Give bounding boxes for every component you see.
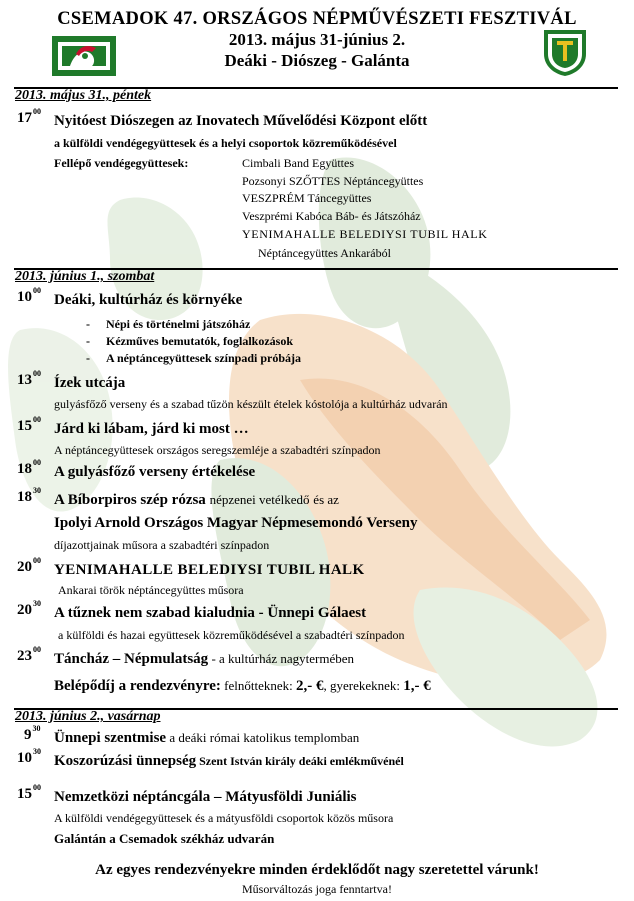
event-title-dance-house: Táncház – Népmulatság - a kultúrház nagytermében <box>54 651 355 667</box>
event-title-turkish-ensemble: YENIMAHALLE BELEDIYSI TUBIL HALK <box>54 562 365 578</box>
guest-performers-label: Fellépő vendégegyüttesek: <box>54 156 189 170</box>
event-subtitle: gulyásfőző verseny és a szabad tűzön készült ételek kóstolója a kultúrház udvarán <box>54 397 448 411</box>
event-time: $10^{00}$ <box>17 286 41 305</box>
event-time: $9^{30}$ <box>24 724 41 743</box>
event-title-gala-evening: A tűznek nem szabad kialudnia - Ünnepi Gálaest <box>54 605 367 621</box>
bullet-item: - A néptáncegyüttesek színpadi próbája <box>86 351 302 365</box>
day-heading-june-1 <box>14 268 618 288</box>
event-title-folk-dance-gala: Nemzetközi néptáncgála – Mátyusföldi Juniális <box>54 789 357 805</box>
program-change-note: Műsorváltozás joga fenntartva! <box>242 882 392 896</box>
day-heading-june-2 <box>14 708 618 728</box>
event-title-holy-mass: Ünnepi szentmise a deáki római katolikus templomban <box>54 730 360 746</box>
performer-item: Veszprémi Kabóca Báb- és Játszóház <box>242 209 421 223</box>
event-title-opening-evening: Nyitóest Diószegen az Inovatech Művelődési Központ előtt <box>54 113 428 129</box>
event-subtitle: A külföldi vendégegyüttesek és a mátyusföldi csoportok közös műsora <box>54 811 394 825</box>
performer-item: Pozsonyi SZŐTTES Néptáncegyüttes <box>242 174 424 188</box>
performer-item: Cimbali Band Együttes <box>242 156 354 170</box>
performer-item: VESZPRÉM Táncegyüttes <box>242 191 372 205</box>
csemadok-logo <box>52 34 116 78</box>
event-location: Galántán a Csemadok székház udvarán <box>54 831 275 846</box>
event-time: $20^{30}$ <box>17 599 41 618</box>
bullet-item: - Kézműves bemutatók, foglalkozások <box>86 334 293 348</box>
event-time: $10^{30}$ <box>17 747 41 766</box>
event-time: $20^{00}$ <box>17 556 41 575</box>
event-title-goulash-results: A gulyásfőző verseny értékelése <box>54 464 256 480</box>
event-subtitle: díjazottjainak műsora a szabadtéri színpadon <box>54 538 270 552</box>
event-title-flavour-street: Ízek utcája <box>54 375 126 391</box>
day-heading-text: 2013. május 31., péntek <box>15 88 152 103</box>
event-title-deaki-culture-house: Deáki, kultúrház és környéke <box>54 292 243 308</box>
town-coat-of-arms-logo <box>540 26 590 78</box>
bullet-item: - Népi és történelmi játszóház <box>86 317 251 331</box>
event-subtitle: A néptáncegyüttesek országos seregszemléje a szabadtéri színpadon <box>54 443 381 457</box>
day-heading-text: 2013. június 1., szombat <box>15 269 155 284</box>
festival-places: Deáki - Diószeg - Galánta <box>224 51 410 70</box>
event-subtitle: a külföldi vendégegyüttesek és a helyi csoportok közreműködésével <box>54 136 397 150</box>
event-time: $17^{00}$ <box>17 107 41 126</box>
day-heading-text: 2013. június 2., vasárnap <box>15 709 161 724</box>
festival-title: CSEMADOK 47. ORSZÁGOS NÉPMŰVÉSZETI FESZTIVÁL <box>57 9 577 29</box>
invitation-line: Az egyes rendezvényekre minden érdeklődőt nagy szeretettel várunk! <box>95 862 539 878</box>
event-time: $18^{30}$ <box>17 486 41 505</box>
event-title-folk-dance-review: Járd ki lábam, járd ki most … <box>54 421 249 437</box>
event-time: $23^{00}$ <box>17 645 41 664</box>
day-heading-may-31 <box>14 87 618 107</box>
performer-item: YENIMAHALLE BELEDIYSI TUBIL HALK <box>242 227 488 241</box>
event-title-folk-music-contest: A Bíborpiros szép rózsa népzenei vetélkedő és az <box>54 492 339 508</box>
entry-fee-line: Belépődíj a rendezvényre: felnőtteknek: 2,- €, gyerekeknek: 1,- € <box>54 678 431 694</box>
festival-dates: 2013. május 31-június 2. <box>228 30 406 49</box>
event-subtitle: Ankarai török néptáncegyüttes műsora <box>58 583 244 597</box>
event-time: $13^{00}$ <box>17 369 41 388</box>
event-title-storytelling-contest: Ipolyi Arnold Országos Magyar Népmesemondó Verseny <box>54 515 418 531</box>
performer-item: Néptáncegyüttes Ankarából <box>258 246 391 260</box>
event-subtitle: a külföldi és hazai együttesek közreműködésével a szabadtéri színpadon <box>58 628 405 642</box>
event-time: $18^{00}$ <box>17 458 41 477</box>
event-title-wreath-ceremony: Koszorúzási ünnepség Szent István király deáki emlékművénél <box>54 753 404 769</box>
event-time: $15^{00}$ <box>17 415 41 434</box>
event-time: $15^{00}$ <box>17 783 41 802</box>
